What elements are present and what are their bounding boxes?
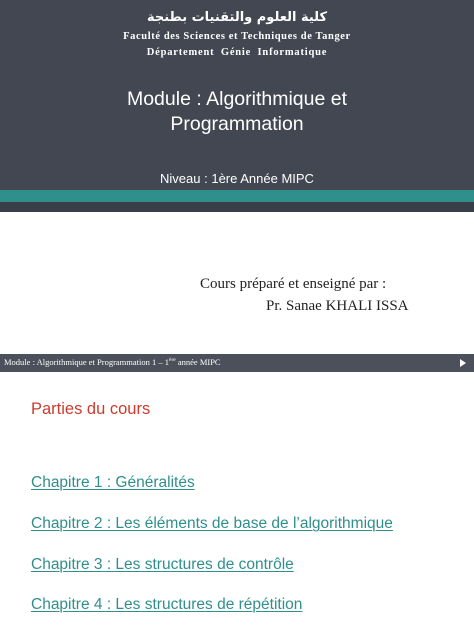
chapter-3-link[interactable]: Chapitre 3 : Les structures de contrôle <box>31 556 294 573</box>
level-text: Niveau : 1ère Année MIPC <box>160 171 314 186</box>
play-arrow-icon[interactable] <box>460 359 466 367</box>
arabic-faculty-name: كلية العلوم والتقنيات بطنجة <box>146 10 328 25</box>
separator-text <box>4 357 221 367</box>
separator-text-end: année MIPC <box>175 357 221 367</box>
chapter-2-link[interactable]: Chapitre 2 : Les éléments de base de l’algorithmique <box>31 515 393 532</box>
chapter-1-link[interactable]: Chapitre 1 : Généralités <box>31 474 195 491</box>
module-title-line1: Module : Algorithmique et <box>126 88 348 110</box>
course-parts-heading: Parties du cours <box>31 400 151 418</box>
author-name: Pr. Sanae KHALI ISSA <box>266 298 409 314</box>
separator-text-sup: ère <box>169 357 176 364</box>
title-slide-header <box>0 0 474 190</box>
separator-text-main: Module : Algorithmique et Programmation 1 – 1 <box>4 357 170 367</box>
slide-separator-bar <box>0 354 474 372</box>
prepared-by-label: Cours préparé et enseigné par : <box>200 276 387 292</box>
module-title-line2: Programmation <box>170 113 304 135</box>
department-name: Département Génie Informatique <box>146 47 328 58</box>
teal-band <box>0 190 474 202</box>
faculty-name: Faculté des Sciences et Techniques de Tanger <box>123 31 351 42</box>
contents-slide <box>0 374 474 632</box>
module-title <box>40 87 434 137</box>
chapter-4-link[interactable]: Chapitre 4 : Les structures de répétition <box>31 596 303 613</box>
dark-band <box>0 202 474 212</box>
